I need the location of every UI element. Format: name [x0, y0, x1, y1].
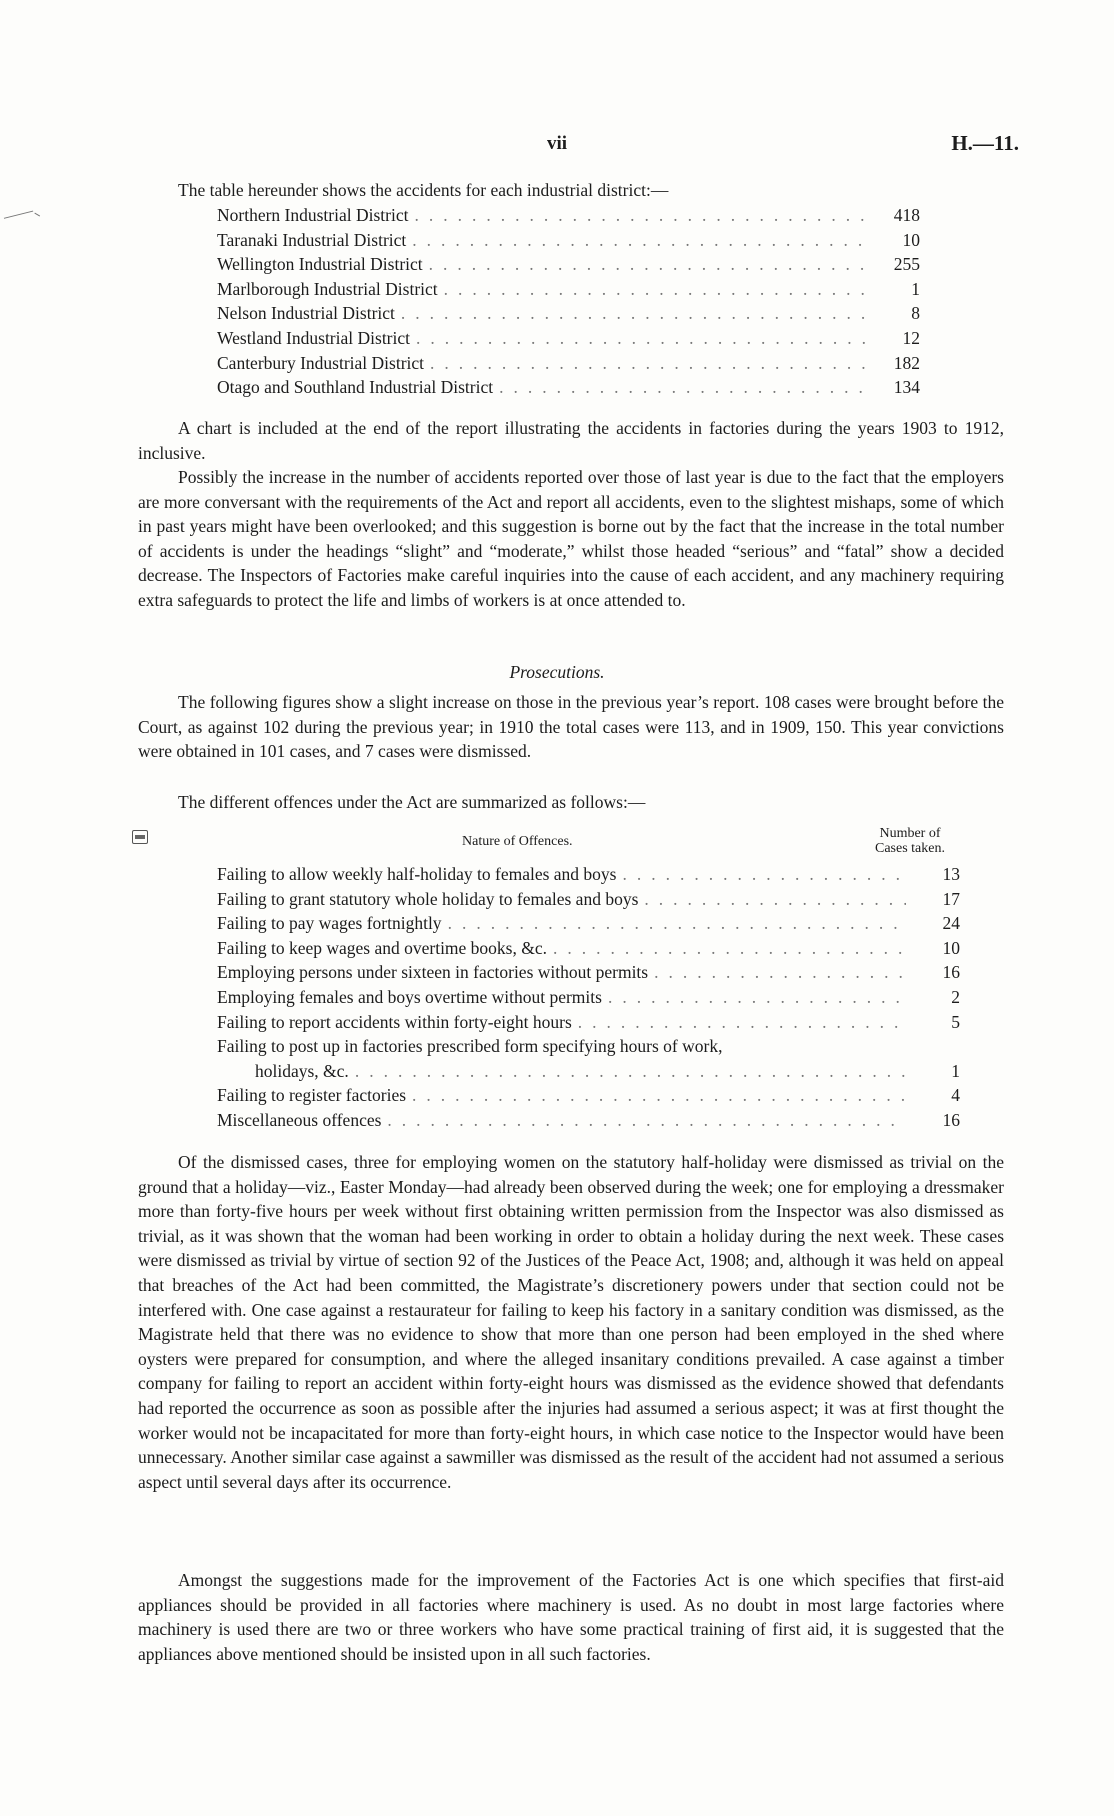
district-accidents-table [217, 205, 920, 402]
table-row [217, 938, 960, 963]
district-name: Marlborough Industrial District [217, 278, 438, 299]
table-row [217, 353, 920, 378]
leader-dots [395, 303, 872, 324]
leader-dots [406, 1085, 906, 1106]
case-count: 13 [942, 864, 960, 884]
margin-mark [34, 213, 40, 218]
table-row [217, 303, 920, 328]
case-count: 17 [942, 888, 960, 909]
case-count: 16 [942, 962, 960, 983]
prosecutions-paragraph [138, 690, 1004, 764]
leader-dots [406, 230, 872, 251]
leader-dots [547, 938, 906, 959]
table-row [217, 1110, 960, 1135]
leader-dots [442, 913, 906, 934]
margin-mark [4, 211, 36, 231]
table-row [217, 377, 920, 402]
leader-dots [572, 1012, 906, 1033]
accident-count: 418 [893, 205, 920, 225]
accident-count: 8 [911, 303, 920, 324]
accident-count: 10 [902, 229, 920, 250]
case-count: 16 [942, 1109, 960, 1130]
offence-name: Miscellaneous offences [217, 1109, 382, 1130]
district-name: Taranaki Industrial District [217, 229, 407, 250]
offence-name: Failing to allow weekly half-holiday to females and boys [217, 864, 617, 884]
leader-dots [602, 987, 906, 1008]
leader-dots [438, 279, 872, 300]
leader-dots [410, 328, 872, 349]
district-name: Wellington Industrial District [217, 254, 423, 275]
leader-dots [648, 962, 906, 983]
offences-table [217, 864, 960, 1135]
district-name: Northern Industrial District [217, 205, 409, 225]
offence-name: Failing to grant statutory whole holiday to females and boys [217, 888, 639, 909]
table-row [217, 1036, 960, 1061]
paragraph-text: The different offences under the Act are summarized as follows:— [178, 792, 646, 812]
table-row [217, 254, 920, 279]
accident-count: 12 [902, 327, 920, 348]
section-heading: Prosecutions. [509, 662, 605, 682]
paragraph-text: A chart is included at the end of the report illustrating the accidents in factories during the years 1903 to 1912, inclusive. [138, 418, 1004, 463]
paragraph-text: Amongst the suggestions made for the improvement of the Factories Act is one which specifies that first-aid appliances should be provided in all factories where machinery is used. As no doubt in most large factories where machinery is used there are two or three workers who have some practical training of first aid, it is suggested that the appliances above mentioned should be insisted upon in all such factories. [138, 1570, 1004, 1664]
accident-count: 182 [893, 352, 920, 373]
leader-dots [638, 889, 906, 910]
stamp-mark [132, 830, 148, 844]
table-row [217, 1061, 960, 1086]
column-header-count [860, 826, 960, 856]
offence-name: holidays, &c. [255, 1060, 349, 1081]
case-count: 10 [942, 937, 960, 958]
column-header-count-line1: Number of [879, 826, 941, 841]
table-row [217, 913, 960, 938]
case-count: 24 [942, 913, 960, 934]
offence-name: Failing to pay wages fortnightly [217, 913, 442, 934]
table-row [217, 962, 960, 987]
offence-name: Failing to keep wages and overtime books, &c. [217, 937, 547, 958]
accident-count: 255 [893, 254, 920, 275]
accidents-explanation-paragraph [138, 465, 1004, 613]
table-row [217, 328, 920, 353]
case-count: 1 [951, 1060, 960, 1081]
leader-dots [423, 254, 872, 275]
chart-note-paragraph [138, 416, 1004, 465]
district-name: Westland Industrial District [217, 327, 410, 348]
table-row [217, 1012, 960, 1037]
paragraph-text: Possibly the increase in the number of accidents reported over those of last year is due to the fact that the employers are more conversant with the requirements of the Act and report all accidents, even to the slightest mishaps, some of which in past years might have been overlooked; and this suggestion is borne out by the fact that the increase in the total number of accidents is under the headings “slight” and “moderate,” whilst those headed “serious” and “fatal” show a decided decrease. The Inspectors of Factories make careful inquiries into the cause of each accident, and any machinery requiring extra safeguards to protect the life and limbs of workers is at once attended to. [138, 467, 1004, 610]
report-reference: H.—11. [951, 131, 1019, 155]
dismissed-cases-paragraph [138, 1150, 1004, 1494]
offence-name: Employing females and boys overtime without permits [217, 986, 602, 1007]
accident-count: 134 [893, 377, 920, 398]
offences-intro-paragraph [138, 790, 1004, 815]
accident-count: 1 [911, 278, 920, 299]
page-number: vii [546, 133, 568, 154]
offence-name: Failing to report accidents within forty-eight hours [217, 1011, 572, 1032]
case-count: 2 [951, 986, 960, 1007]
district-table-intro: The table hereunder shows the accidents for each industrial district:— [178, 180, 669, 200]
paragraph-text: Of the dismissed cases, three for employing women on the statutory half-holiday were dismissed as trivial on the ground that a holiday—viz., Easter Monday—had already been observed during the week; one for employing a dressmaker more than forty-five hours per week without first obtaining written permission from the Inspector was also dismissed as trivial, as it was shown that the woman had been working in order to obtain a holiday during the next week. These cases were dismissed as trivial by virtue of section 92 of the Justices of the Peace Act, 1908; and, although it was held on appeal that breaches of the Act had been committed, the Magistrate’s discretionery powers under that section could not be interfered with. One case against a restaurateur for failing to keep his factory in a sanitary condition was dismissed, as the Magistrate held that there was no evidence to show that more than one person had been employed in the shed where oysters were prepared for consumption, and where the alleged insanitary conditions prevailed. A case against a timber company for failing to report an accident within forty-eight hours was dismissed as the evidence showed that defendants had reported the occurrence as soon as possible after the injuries had assumed a serious aspect; it was at first thought the worker would not be incapacitated for more than forty-eight hours, in which case notice to the Inspector would have been unnecessary. Another similar case against a sawmiller was dismissed as the result of the accident had not assumed a serious aspect until several days after its occurrence. [138, 1152, 1004, 1492]
district-name: Otago and Southland Industrial District [217, 377, 494, 398]
paragraph-text: The following figures show a slight increase on those in the previous year’s report. 108 cases were brought before the Court, as against 102 during the previous year; in 1910 the total cases were 113, and in 1909, 150. This year convictions were obtained in 101 cases, and 7 cases were dismissed. [138, 692, 1004, 762]
offence-name: Failing to post up in factories prescribed form specifying hours of work, [217, 1036, 723, 1057]
offence-name: Employing persons under sixteen in factories without permits [217, 962, 649, 983]
leader-dots [617, 864, 907, 885]
leader-dots [493, 377, 872, 398]
table-row [217, 230, 920, 255]
column-header-nature: Nature of Offences. [462, 834, 573, 849]
table-row [217, 1085, 960, 1110]
leader-dots [408, 205, 872, 226]
table-row [217, 864, 960, 889]
table-row [217, 889, 960, 914]
leader-dots [424, 353, 872, 374]
table-row [217, 205, 920, 230]
table-row [217, 279, 920, 304]
table-row [217, 987, 960, 1012]
column-header-count-line2: Cases taken. [875, 841, 945, 856]
district-name: Canterbury Industrial District [217, 352, 425, 373]
case-count: 4 [951, 1085, 960, 1106]
leader-dots [349, 1061, 906, 1082]
leader-dots [381, 1110, 906, 1131]
suggestions-paragraph [138, 1568, 1004, 1666]
offence-name: Failing to register factories [217, 1085, 407, 1106]
district-name: Nelson Industrial District [217, 303, 395, 324]
case-count: 5 [951, 1011, 960, 1032]
